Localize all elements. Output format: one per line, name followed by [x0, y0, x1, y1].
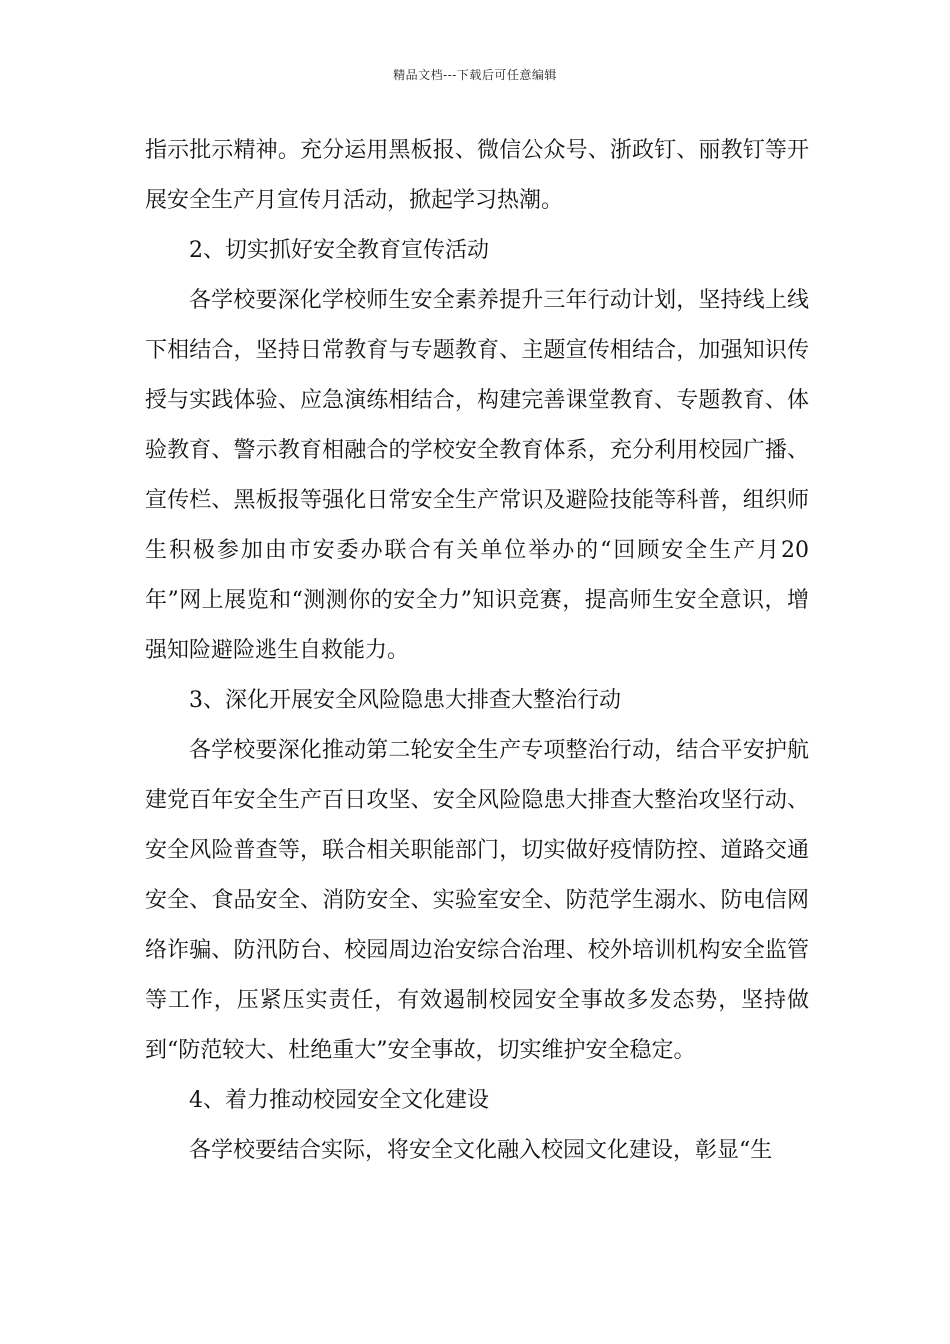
section-heading-2: 2、切实抓好安全教育宣传活动: [189, 238, 489, 263]
document-body: [145, 126, 809, 1176]
page-header: 精品文档---下载后可任意编辑: [393, 68, 557, 82]
paragraph-risk-inspection: 各学校要深化推动第二轮安全生产专项整治行动，结合平安护航建党百年安全生产百日攻坚、安全风险隐患大排查大整治攻坚行动、安全风险普查等，联合相关职能部门，切实做好疫情防控、道路交通安全、食品安全、消防安全、实验室安全、防范学生溺水、防电信网络诈骗、防汛防台、校园周边治安综合治理、校外培训机构安全监管等工作，压紧压实责任，有效遏制校园安全事故多发态势，坚持做到“防范较大、杜绝重大”安全事故，切实维护安全稳定。: [145, 738, 809, 1063]
paragraph-continuation: 指示批示精神。充分运用黑板报、微信公众号、浙政钉、丽教钉等开展安全生产月宣传月活动，掀起学习热潮。: [145, 138, 809, 213]
section-heading-3: 3、深化开展安全风险隐患大排查大整治行动: [189, 688, 621, 713]
paragraph-safety-culture: 各学校要结合实际，将安全文化融入校园文化建设，彰显“生: [189, 1138, 773, 1163]
paragraph-safety-education: 各学校要深化学校师生安全素养提升三年行动计划，坚持线上线下相结合，坚持日常教育与专题教育、主题宣传相结合，加强知识传授与实践体验、应急演练相结合，构建完善课堂教育、专题教育、体验教育、警示教育相融合的学校安全教育体系，充分利用校园广播、宣传栏、黑板报等强化日常安全生产常识及避险技能等科普，组织师生积极参加由市安委办联合有关单位举办的“回顾安全生产月20年”网上展览和“测测你的安全力”知识竞赛，提高师生安全意识，增强知险避险逃生自救能力。: [145, 288, 809, 663]
section-heading-4: 4、着力推动校园安全文化建设: [189, 1088, 489, 1113]
